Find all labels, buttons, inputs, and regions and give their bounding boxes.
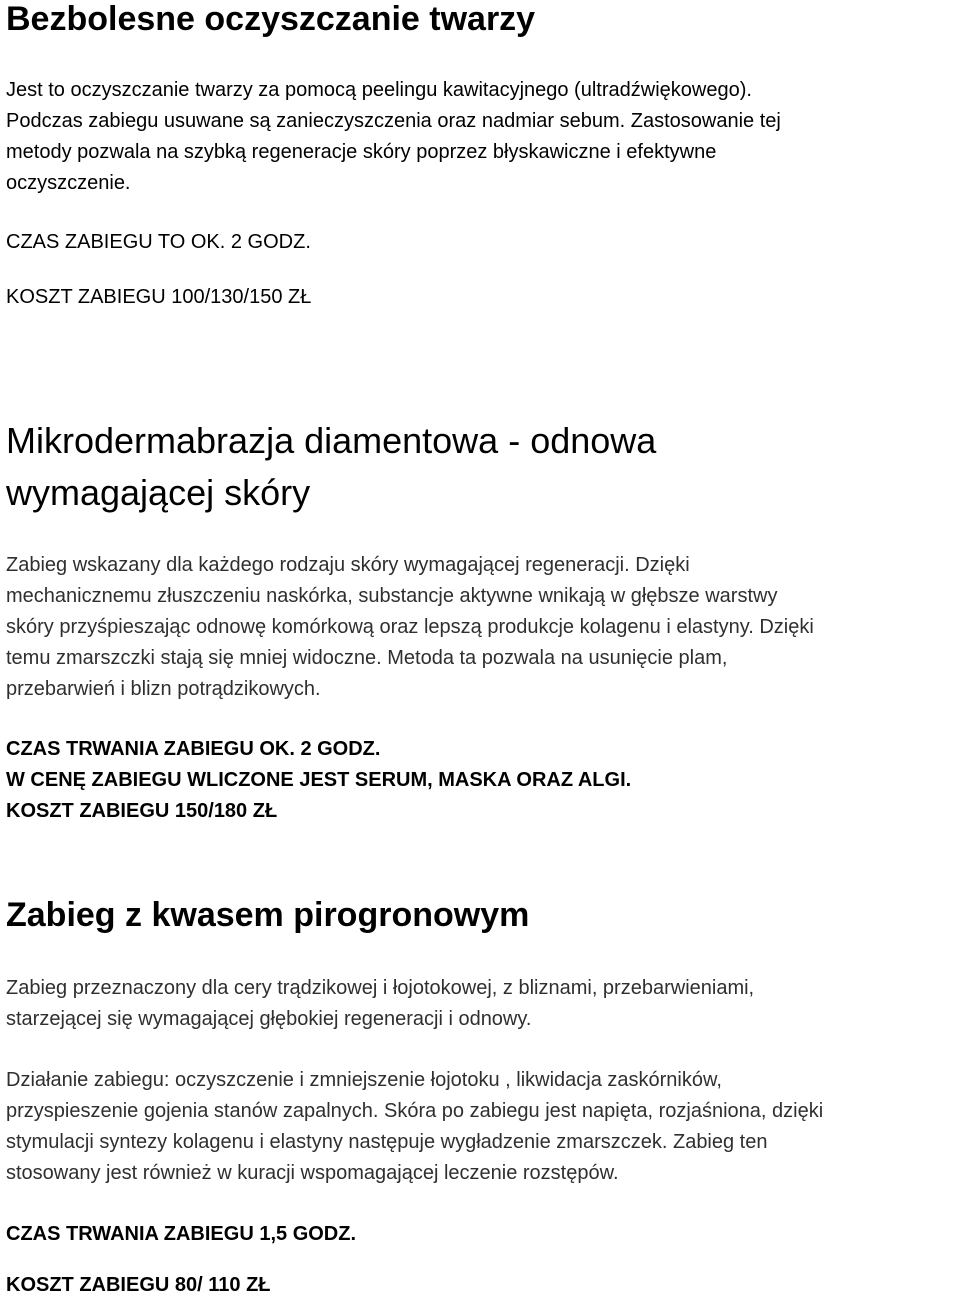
description-line: metody pozwala na szybką regeneracje skóry poprzez błyskawiczne i efektywne (6, 141, 717, 163)
section-title: Zabieg z kwasem pirogronowym (6, 896, 530, 934)
description-line: mechanicznemu złuszczeniu naskórka, substancje aktywne wnikają w głębsze warstwy (6, 585, 778, 607)
intro-line: Zabieg przeznaczony dla cery trądzikowej i łojotokowej, z bliznami, przebarwieniami, (6, 977, 755, 999)
section-title-line: Mikrodermabrazja diamentowa - odnowa (6, 420, 657, 461)
description-line: skóry przyśpieszając odnowę komórkową oraz lepszą produkcje kolagenu i elastyny. Dzięki (6, 616, 814, 638)
effect-line: stymulacji syntezy kolagenu i elastyny następuje wygładzenie zmarszczek. Zabieg ten (6, 1131, 768, 1153)
price-text: KOSZT ZABIEGU 100/130/150 ZŁ (6, 286, 312, 308)
duration-text: CZAS TRWANIA ZABIEGU OK. 2 GODZ. (6, 738, 381, 760)
description-line: Jest to oczyszczanie twarzy za pomocą peelingu kawitacyjnego (ultradźwiękowego). (6, 79, 752, 101)
included-text: W CENĘ ZABIEGU WLICZONE JEST SERUM, MASKA ORAZ ALGI. (6, 769, 632, 791)
description-line: oczyszczenie. (6, 172, 131, 194)
description-line: przebarwień i blizn potrądzikowych. (6, 678, 321, 700)
effect-line: stosowany jest również w kuracji wspomagającej leczenie rozstępów. (6, 1162, 619, 1184)
description-line: Podczas zabiegu usuwane są zanieczyszczenia oraz nadmiar sebum. Zastosowanie tej (6, 110, 781, 132)
effect-line: przyspieszenie gojenia stanów zapalnych. Skóra po zabiegu jest napięta, rozjaśniona, dzięki (6, 1100, 824, 1122)
section-title-line: wymagającej skóry (6, 472, 311, 513)
effect-line: Działanie zabiegu: oczyszczenie i zmniejszenie łojotoku , likwidacja zaskórników, (6, 1069, 722, 1091)
section-title: Bezbolesne oczyszczanie twarzy (6, 0, 536, 38)
price-text: KOSZT ZABIEGU 80/ 110 ZŁ (6, 1274, 271, 1296)
intro-line: starzejącej się wymagającej głębokiej regeneracji i odnowy. (6, 1008, 532, 1030)
description-line: temu zmarszczki stają się mniej widoczne. Metoda ta pozwala na usunięcie plam, (6, 647, 728, 669)
description-line: Zabieg wskazany dla każdego rodzaju skóry wymagającej regeneracji. Dzięki (6, 554, 690, 576)
duration-text: CZAS TRWANIA ZABIEGU 1,5 GODZ. (6, 1223, 357, 1245)
duration-text: CZAS ZABIEGU TO OK. 2 GODZ. (6, 231, 311, 253)
price-text: KOSZT ZABIEGU 150/180 ZŁ (6, 800, 278, 822)
